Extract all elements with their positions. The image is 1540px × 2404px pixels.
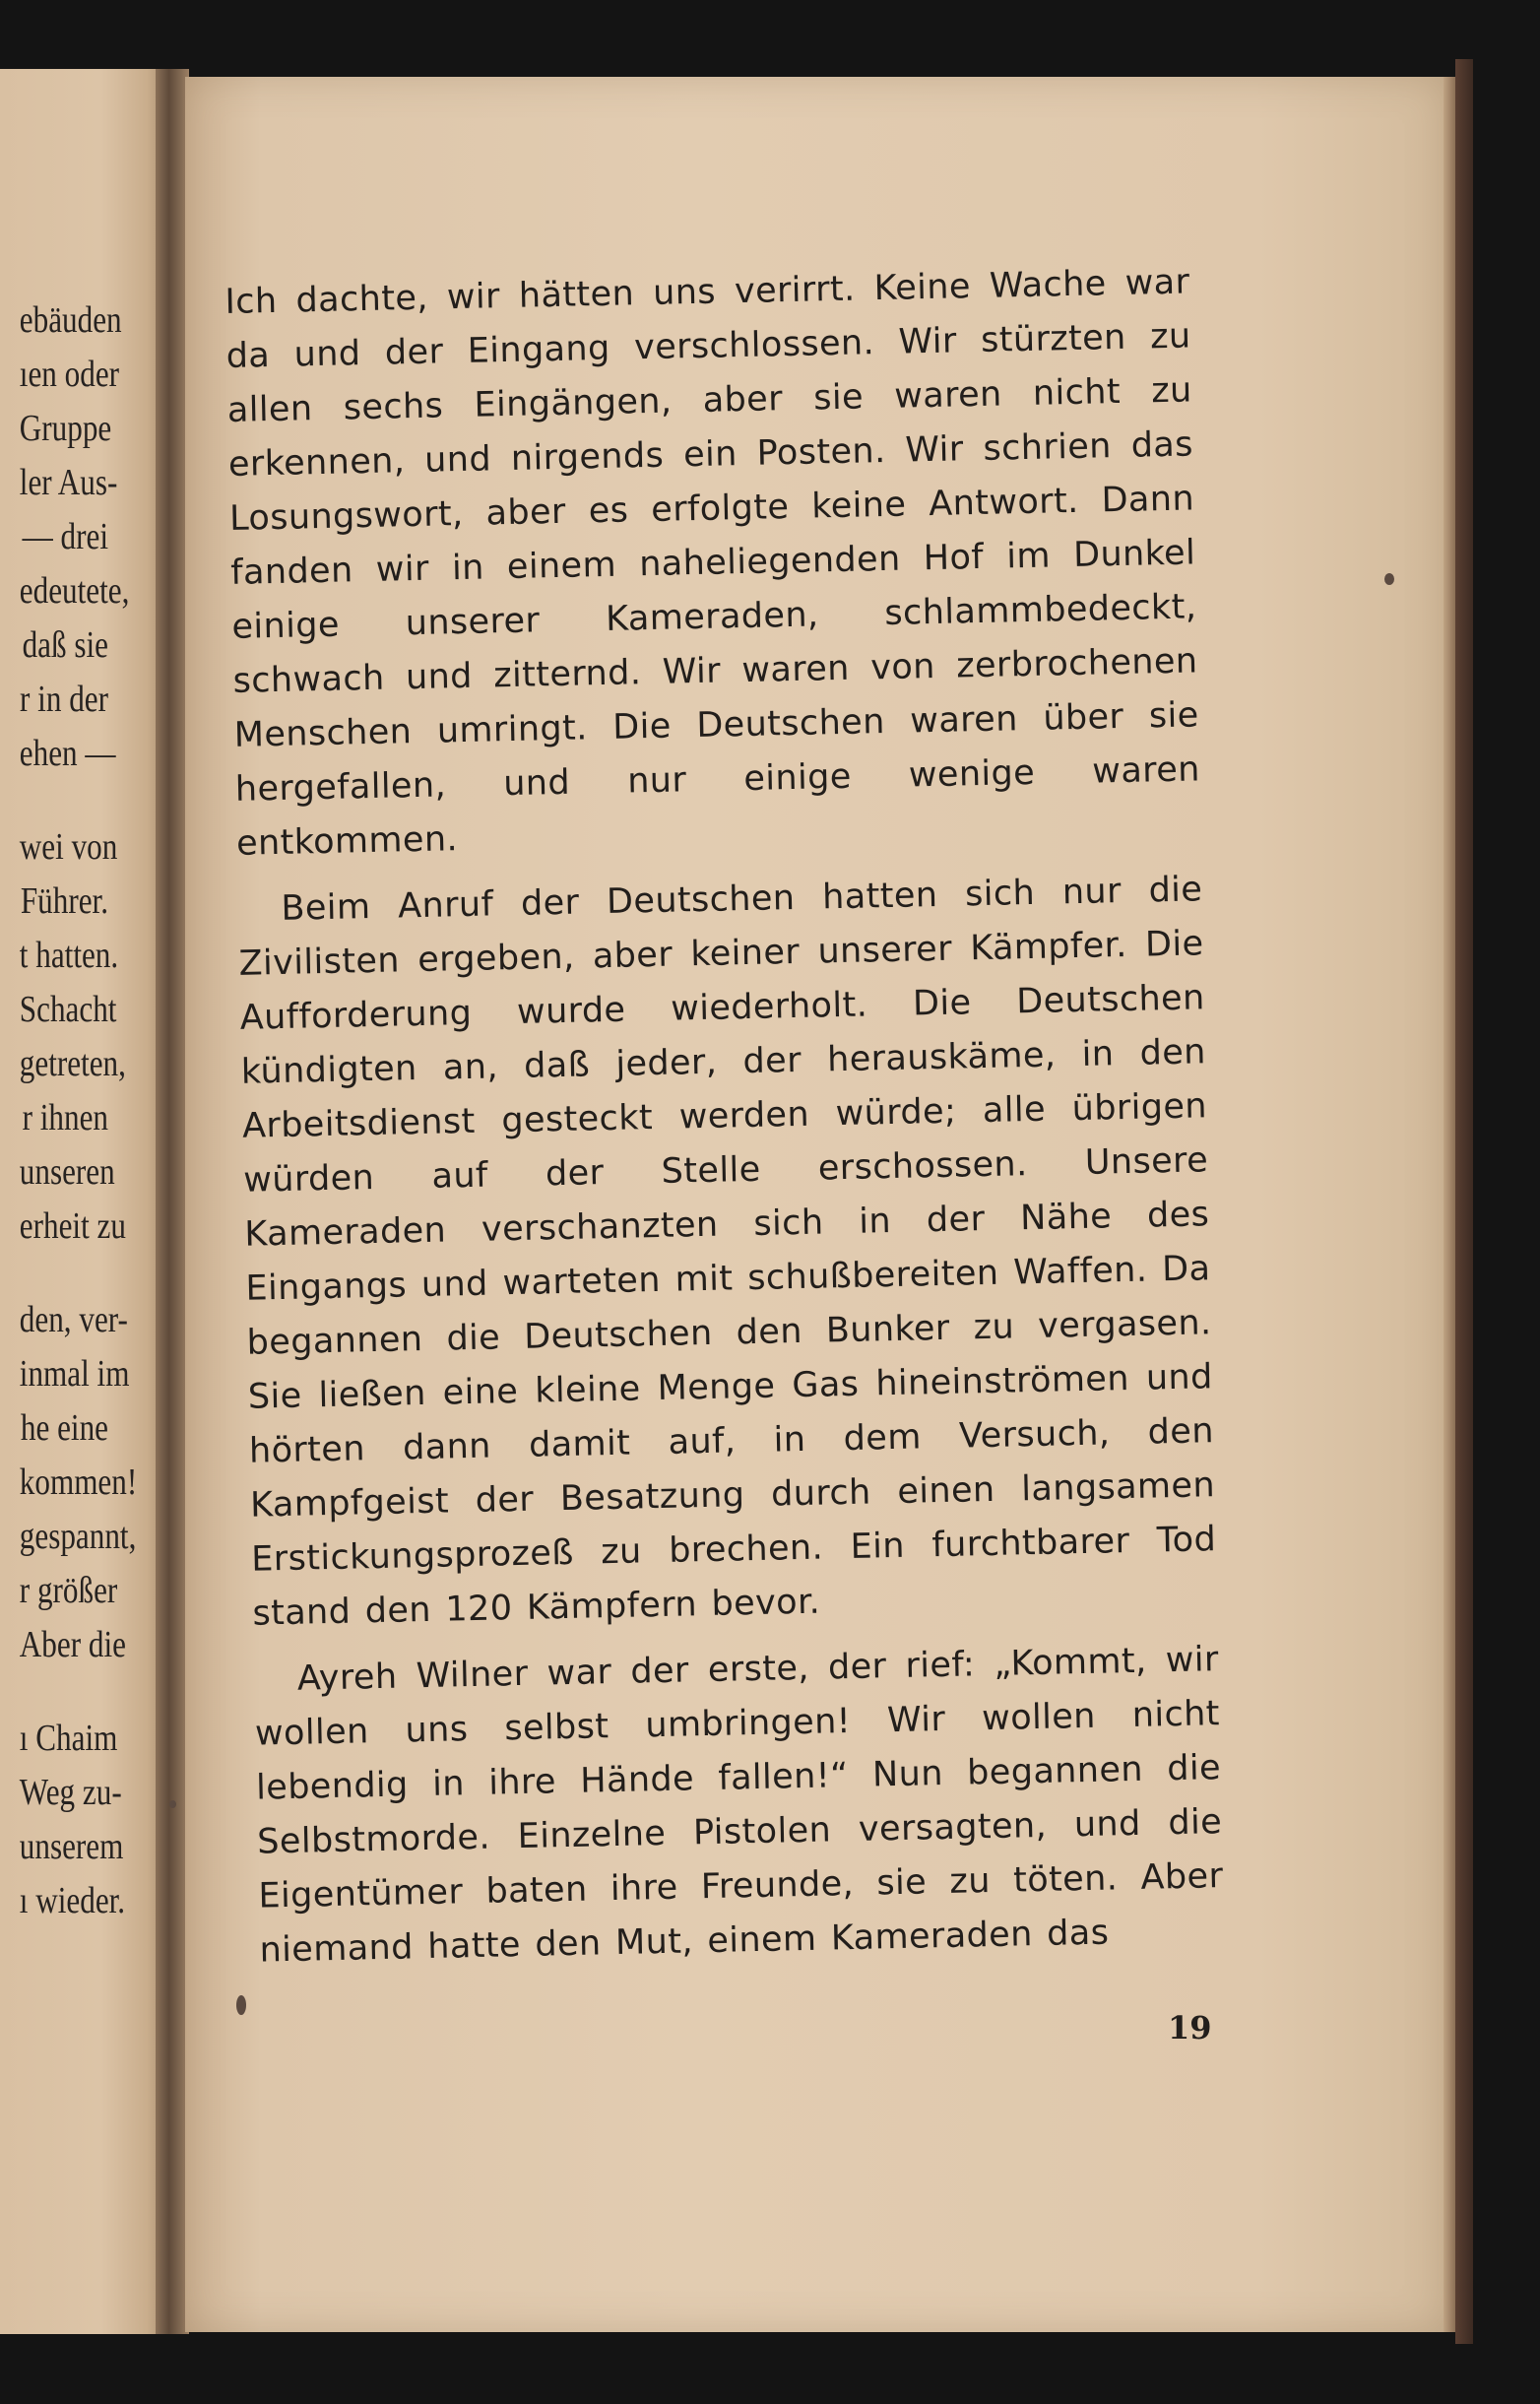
left-line-gap [20, 1672, 108, 1712]
left-line: Führer. [20, 880, 108, 922]
left-line: ehen — [19, 733, 116, 774]
book-gutter [156, 69, 189, 2334]
left-line: getreten, [19, 1043, 126, 1084]
left-line: ı wieder. [19, 1880, 126, 1921]
left-line: Aber die [19, 1624, 126, 1665]
paper-speck [169, 1800, 176, 1808]
left-line: daß sie [22, 624, 108, 666]
left-line: he eine [20, 1407, 108, 1449]
left-line: inmal im [19, 1353, 130, 1395]
page-number: 19 [1168, 2009, 1212, 2047]
left-line: Schacht [19, 989, 117, 1030]
page-body-text [225, 255, 1225, 1989]
left-line: erheit zu [19, 1205, 126, 1247]
left-line: ıen oder [19, 354, 120, 395]
left-line: gespannt, [19, 1516, 137, 1557]
left-page-text [0, 293, 138, 1928]
left-line: r größer [19, 1570, 118, 1611]
left-line: unseren [19, 1151, 115, 1193]
left-line-gap [20, 781, 108, 820]
left-line: den, ver- [19, 1299, 128, 1340]
left-line: ebäuden [19, 299, 122, 341]
left-line: — drei [22, 516, 108, 557]
left-line: unserem [19, 1826, 124, 1867]
left-line: wei von [19, 826, 118, 868]
left-line: r in der [20, 679, 108, 720]
left-line: t hatten. [19, 935, 119, 976]
left-line: kommen! [19, 1462, 138, 1503]
paper-speck [236, 1995, 246, 2015]
paper-speck [1384, 573, 1394, 585]
left-page [0, 69, 167, 2334]
left-line: Weg zu- [19, 1772, 122, 1813]
paragraph: Ich dachte, wir hätten uns verirrt. Keine Wache war da und der Eingang verschlossen. Wir stürzten zu allen sechs Eingängen, aber sie waren nicht zu erkennen, und nirgends ein Posten. Wir schrien das Losungswort, aber es erfolgte keine Antwort. Dann fanden wir in einem naheliegenden Hof im Dunkel einige unserer Kameraden, schlammbedeckt, schwach und zitternd. Wir waren von zerbrochenen Menschen umringt. Die Deutschen waren über sie hergefallen, und nur einige wenige waren entkommen. [225, 262, 1201, 864]
paragraph: Ayreh Wilner war der erste, der rief: „Kommt, wir wollen uns selbst umbringen! Wir wollen nicht lebendig in ihre Hände fallen!“ Nun begannen die Selbstmorde. Einzelne Pistolen versagten, und die Eigentümer baten ihre Freunde, sie zu töten. Aber niemand hatte den Mut, einem Kameraden das [254, 1640, 1224, 1971]
left-line-gap [20, 1254, 108, 1293]
left-line: r ihnen [22, 1097, 108, 1138]
page-edge [1444, 77, 1455, 2332]
left-line: Gruppe [19, 408, 112, 449]
book-cover-edge [1455, 59, 1473, 2344]
paragraph: Beim Anruf der Deutschen hatten sich nur die Zivilisten ergeben, aber keiner unserer Kämpfer. Die Aufforderung wurde wiederholt. Die Deutschen kündigten an, daß jeder, der herauskäme, in den Arbeitsdienst gesteckt werden würde; alle übrigen würden auf der Stelle erschossen. Unsere Kameraden verschanzten sich in der Nähe des Eingangs und warteten mit schußbereiten Waffen. Da begannen die Deutschen den Bunker zu vergasen. Sie ließen eine kleine Menge Gas hineinströmen und hörten dann damit auf, in dem Versuch, den Kampfgeist der Besatzung durch einen langsamen Erstickungsprozeß zu brechen. Ein furchtbarer Tod stand den 120 Kämpfern bevor. [238, 870, 1217, 1634]
left-line: edeutete, [19, 570, 130, 612]
left-line: ler Aus- [19, 462, 118, 503]
left-line: ı Chaim [19, 1718, 118, 1759]
